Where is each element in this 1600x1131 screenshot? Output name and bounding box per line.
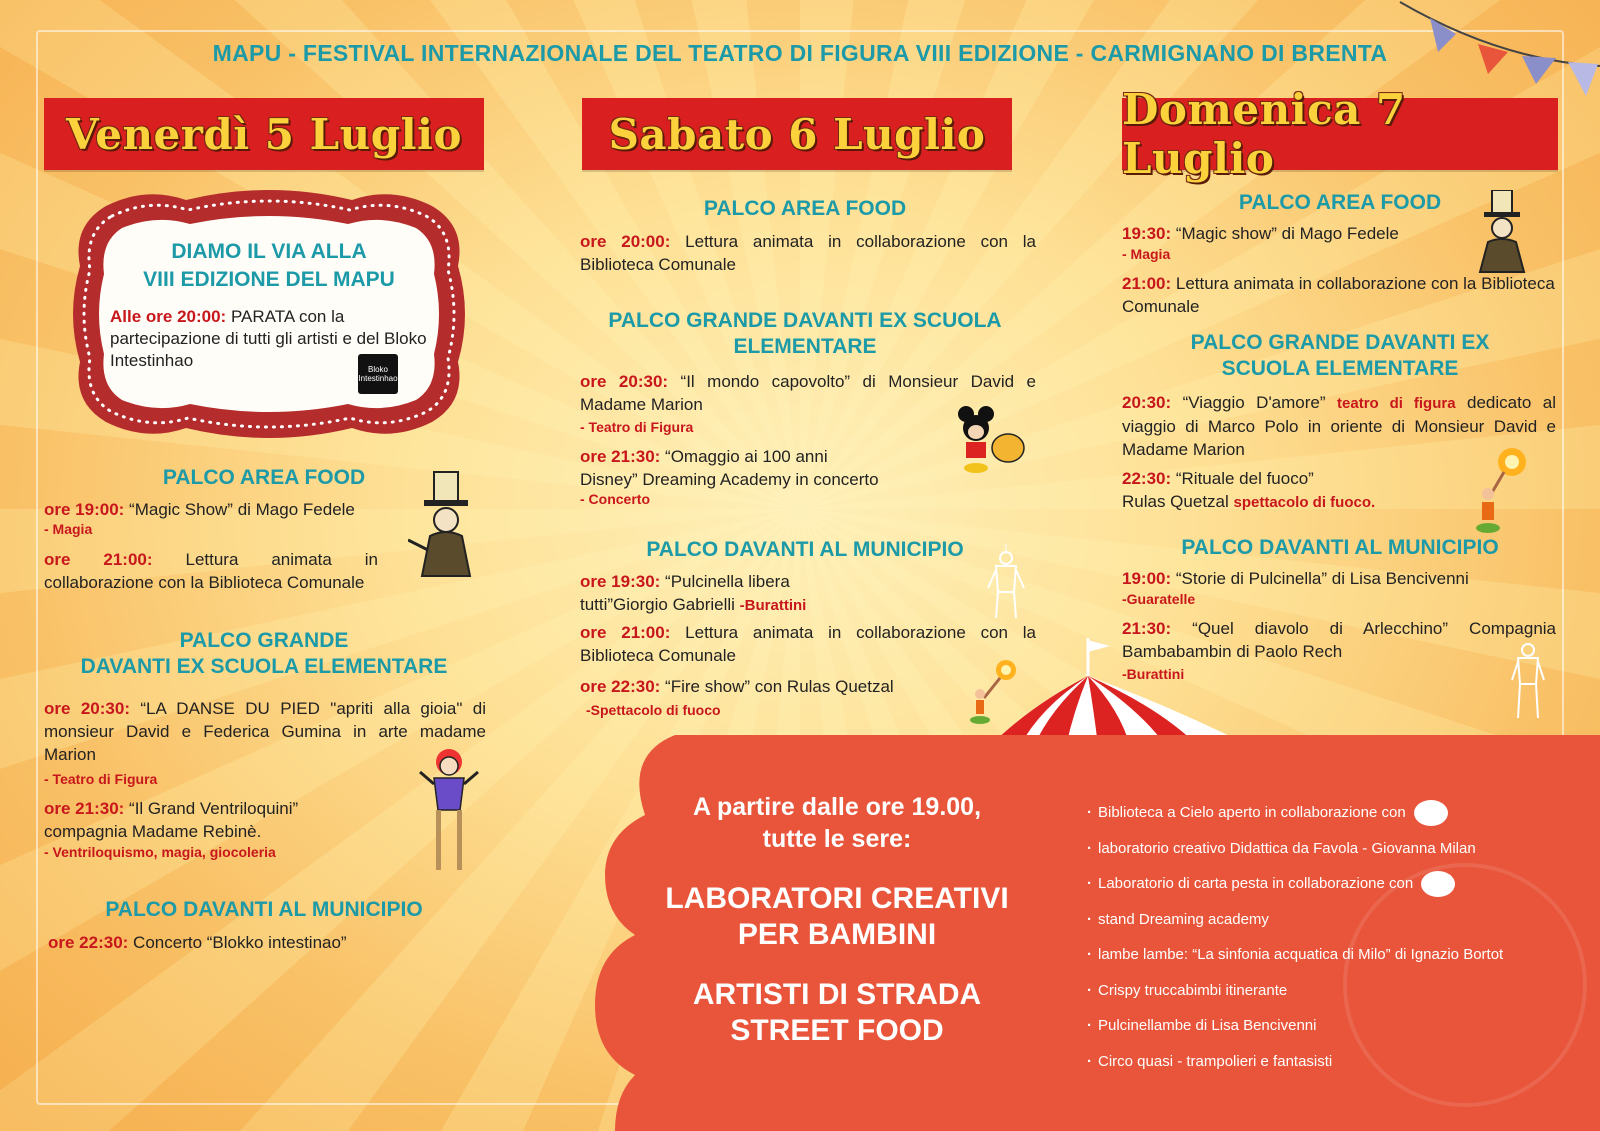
event-text: “Rituale del fuoco” bbox=[1171, 469, 1314, 488]
event-time: ore 22:30: bbox=[48, 933, 129, 952]
event-category: spettacolo di fuoco. bbox=[1233, 494, 1376, 511]
list-item-text: · stand Dreaming academy bbox=[1098, 910, 1269, 928]
friday-banner bbox=[44, 98, 484, 170]
from-text bbox=[667, 791, 1007, 855]
event-time: ore 20:00: bbox=[580, 232, 671, 251]
circus-tent-icon bbox=[970, 636, 1270, 746]
event-time: ore 19:30: bbox=[580, 572, 661, 591]
event-text: Lettura animata in collaborazione con la Biblioteca Comunale bbox=[580, 232, 1036, 274]
friday-stage-grande-title bbox=[44, 628, 484, 680]
fire-performer-icon bbox=[1470, 444, 1530, 534]
event-text: “Il mondo capovolto” di Monsieur David e Madame Marion bbox=[580, 372, 1037, 414]
labs-line2: PER BAMBINI bbox=[737, 918, 937, 951]
list-item bbox=[1087, 937, 1567, 973]
list-item-text: · lambe lambe: “La sinfonia acquatica di Milo” di Ignazio Bortot bbox=[1098, 946, 1504, 964]
biblioteca-logo-icon bbox=[1414, 800, 1448, 826]
list-item bbox=[1087, 831, 1567, 867]
from-line1: A partire dalle ore 19.00, bbox=[692, 793, 982, 821]
sunday-banner bbox=[1122, 85, 1558, 183]
event-text: “Storie di Pulcinella” di Lisa Bencivenni bbox=[1171, 569, 1469, 588]
event-text: Lettura animata in collaborazione con la Biblioteca Comunale bbox=[44, 550, 378, 592]
mickey-pluto-icon bbox=[950, 404, 1030, 474]
event-time: 20:30: bbox=[1122, 393, 1172, 412]
saturday-event-2000 bbox=[580, 230, 1036, 276]
friday-event-1930 bbox=[44, 498, 444, 521]
event-time: ore 21:30: bbox=[580, 447, 661, 466]
event-time: ore 20:30: bbox=[580, 372, 669, 391]
event-time: ore 19:00: bbox=[44, 500, 125, 519]
event-text-line2: Rulas Quetzal bbox=[1122, 492, 1234, 511]
saturday-banner bbox=[582, 98, 1012, 170]
sunday-stage-food-title: PALCO AREA FOOD bbox=[1238, 191, 1442, 214]
sunday-event-category: -Guaratelle bbox=[1122, 591, 1196, 607]
event-text-line2: Disney” Dreaming Academy in concerto bbox=[580, 470, 879, 489]
event-text-line2: tutti”Giorgio Gabrielli bbox=[580, 595, 740, 614]
friday-event-category: - Ventriloquismo, magia, giocoleria bbox=[44, 844, 276, 860]
stage-title-line2: ELEMENTARE bbox=[733, 335, 877, 358]
intro-description: PARATA con la partecipazione di tutti gli artisti e del Bloko Intestinhao bbox=[110, 307, 427, 370]
festival-title: MAPU - FESTIVAL INTERNAZIONALE DEL TEATRO DI FIGURA VIII EDIZIONE - CARMIGNANO DI BRENTA bbox=[212, 40, 1388, 66]
event-text: Lettura animata in collaborazione con la Biblioteca Comunale bbox=[580, 623, 1036, 665]
event-text: “Omaggio ai 100 anni bbox=[660, 447, 828, 466]
friday-event-category: - Teatro di Figura bbox=[44, 771, 158, 787]
friday-stage-municipio-title: PALCO DAVANTI AL MUNICIPIO bbox=[105, 898, 423, 921]
intro-title-line2: VIII EDIZIONE DEL MAPU bbox=[143, 268, 395, 291]
sunday-stage-municipio-title: PALCO DAVANTI AL MUNICIPIO bbox=[1181, 536, 1499, 559]
event-text: dedicato al viaggio di Marco Polo in oriente di Monsieur David e Madame Marion bbox=[1122, 393, 1557, 459]
stage-title-line1: PALCO GRANDE DAVANTI EX bbox=[1190, 331, 1490, 354]
event-time: ore 22:30: bbox=[580, 677, 661, 696]
event-time: ore 20:30: bbox=[44, 699, 130, 718]
list-item-text: · laboratorio creativo Didattica da Favola - Giovanna Milan bbox=[1098, 839, 1476, 857]
event-time: 21:00: bbox=[1122, 274, 1172, 293]
event-text: “Fire show” con Rulas Quetzal bbox=[660, 677, 894, 696]
magician-icon bbox=[408, 470, 484, 580]
stage-title-line1: PALCO GRANDE DAVANTI EX SCUOLA bbox=[608, 309, 1002, 332]
list-item bbox=[1087, 902, 1567, 938]
event-text: “LA DANSE DU PIED "apriti alla gioia" di monsieur David e Federica Gumina in arte madame Marion bbox=[44, 699, 486, 764]
saturday-banner-text: Sabato 6 Luglio bbox=[608, 109, 986, 159]
event-text: “Pulcinella libera bbox=[660, 572, 790, 591]
event-time: ore 21:00: bbox=[44, 550, 153, 569]
saturday-event-category: - Teatro di Figura bbox=[580, 419, 694, 435]
labs-line1: LABORATORI CREATIVI bbox=[665, 882, 1009, 915]
saturday-stage-grande-title bbox=[580, 308, 1030, 360]
sunday-event-category: -Burattini bbox=[1122, 666, 1185, 682]
magician-icon bbox=[1470, 190, 1534, 274]
event-text: “Quel diavolo di Arlecchino” Compagnia Bambabambin di Paolo Rech bbox=[1122, 619, 1556, 661]
artists-title bbox=[637, 977, 1037, 1049]
list-item bbox=[1087, 795, 1567, 831]
artists-line1: ARTISTI DI STRADA bbox=[692, 978, 982, 1011]
saturday-event-1930 bbox=[580, 570, 960, 617]
sunday-event-2100 bbox=[1122, 272, 1558, 318]
stage-title-line2: SCUOLA ELEMENTARE bbox=[1221, 357, 1459, 380]
bottom-info-panel bbox=[585, 735, 1600, 1131]
event-category: teatro di figura bbox=[1337, 395, 1456, 412]
sunday-stage-grande-title bbox=[1120, 330, 1560, 382]
list-item-text: · Biblioteca a Cielo aperto in collaborazione con bbox=[1098, 804, 1406, 822]
friday-event-2130 bbox=[44, 797, 384, 843]
event-time: 22:30: bbox=[1122, 469, 1172, 488]
saturday-event-category: -Spettacolo di fuoco bbox=[586, 702, 721, 718]
sunday-event-1930 bbox=[1122, 222, 1502, 245]
intro-title bbox=[66, 238, 472, 294]
saturday-event-2130 bbox=[580, 445, 980, 491]
saturday-stage-food-title: PALCO AREA FOOD bbox=[703, 197, 907, 220]
event-time: ore 21:00: bbox=[580, 623, 671, 642]
sunday-event-2230 bbox=[1122, 467, 1462, 514]
sunday-event-1900 bbox=[1122, 567, 1558, 590]
event-time: 21:30: bbox=[1122, 619, 1172, 638]
intro-frame bbox=[66, 186, 472, 442]
intro-title-line1: DIAMO IL VIA ALLA bbox=[171, 240, 367, 263]
list-item-text: · Crispy truccabimbi itinerante bbox=[1098, 981, 1288, 999]
event-text: “Viaggio D'amore” bbox=[1171, 393, 1338, 412]
stage-title-line1: PALCO GRANDE bbox=[179, 629, 349, 652]
sunday-event-category: - Magia bbox=[1122, 246, 1171, 262]
list-item-text: · Pulcinellambe di Lisa Bencivenni bbox=[1098, 1017, 1317, 1035]
activities-list bbox=[1087, 795, 1567, 1079]
friday-banner-text: Venerdì 5 Luglio bbox=[66, 109, 462, 159]
event-time: 19:30: bbox=[1122, 224, 1172, 243]
saturday-event-category: - Concerto bbox=[580, 491, 650, 507]
event-text: “Magic Show” di Mago Fedele bbox=[124, 500, 355, 519]
event-category: -Burattini bbox=[739, 597, 807, 614]
list-item bbox=[1087, 866, 1567, 902]
list-item bbox=[1087, 973, 1567, 1009]
stage-title-line2: DAVANTI EX SCUOLA ELEMENTARE bbox=[80, 655, 448, 678]
list-item bbox=[1087, 1044, 1567, 1080]
event-time: ore 21:30: bbox=[44, 799, 125, 818]
list-item-text: · Circo quasi - trampolieri e fantasisti bbox=[1098, 1052, 1333, 1070]
event-text: “Il Grand Ventriloquini” compagnia Madame Rebinè. bbox=[44, 799, 299, 841]
friday-stage-food-title: PALCO AREA FOOD bbox=[162, 466, 366, 489]
artists-line2: STREET FOOD bbox=[730, 1014, 944, 1047]
intro-time: Alle ore 20:00: bbox=[110, 307, 227, 326]
list-item bbox=[1087, 1008, 1567, 1044]
from-line2: tutte le sere: bbox=[762, 825, 912, 853]
puppet-icon bbox=[986, 544, 1026, 620]
event-text: Concerto “Blokko intestinao” bbox=[128, 933, 347, 952]
saturday-event-2230 bbox=[580, 675, 980, 698]
list-item-text: · Laboratorio di carta pesta in collaborazione con bbox=[1098, 875, 1414, 893]
saturday-stage-municipio-title: PALCO DAVANTI AL MUNICIPIO bbox=[646, 538, 964, 561]
pro-loco-logo-icon bbox=[1421, 871, 1455, 897]
friday-event-2230 bbox=[48, 931, 468, 954]
labs-title bbox=[637, 881, 1037, 953]
event-time: 19:00: bbox=[1122, 569, 1172, 588]
friday-event-2100 bbox=[44, 548, 378, 594]
clown-icon bbox=[416, 744, 482, 872]
event-text: Lettura animata in collaborazione con la Biblioteca Comunale bbox=[1122, 274, 1555, 316]
sunday-banner-text: Domenica 7 Luglio bbox=[1122, 85, 1406, 183]
puppet-icon bbox=[1510, 640, 1546, 720]
friday-event-category: - Magia bbox=[44, 521, 93, 537]
bloko-logo: Bloko Intestinhao bbox=[358, 354, 398, 394]
event-text: “Magic show” di Mago Fedele bbox=[1171, 224, 1399, 243]
